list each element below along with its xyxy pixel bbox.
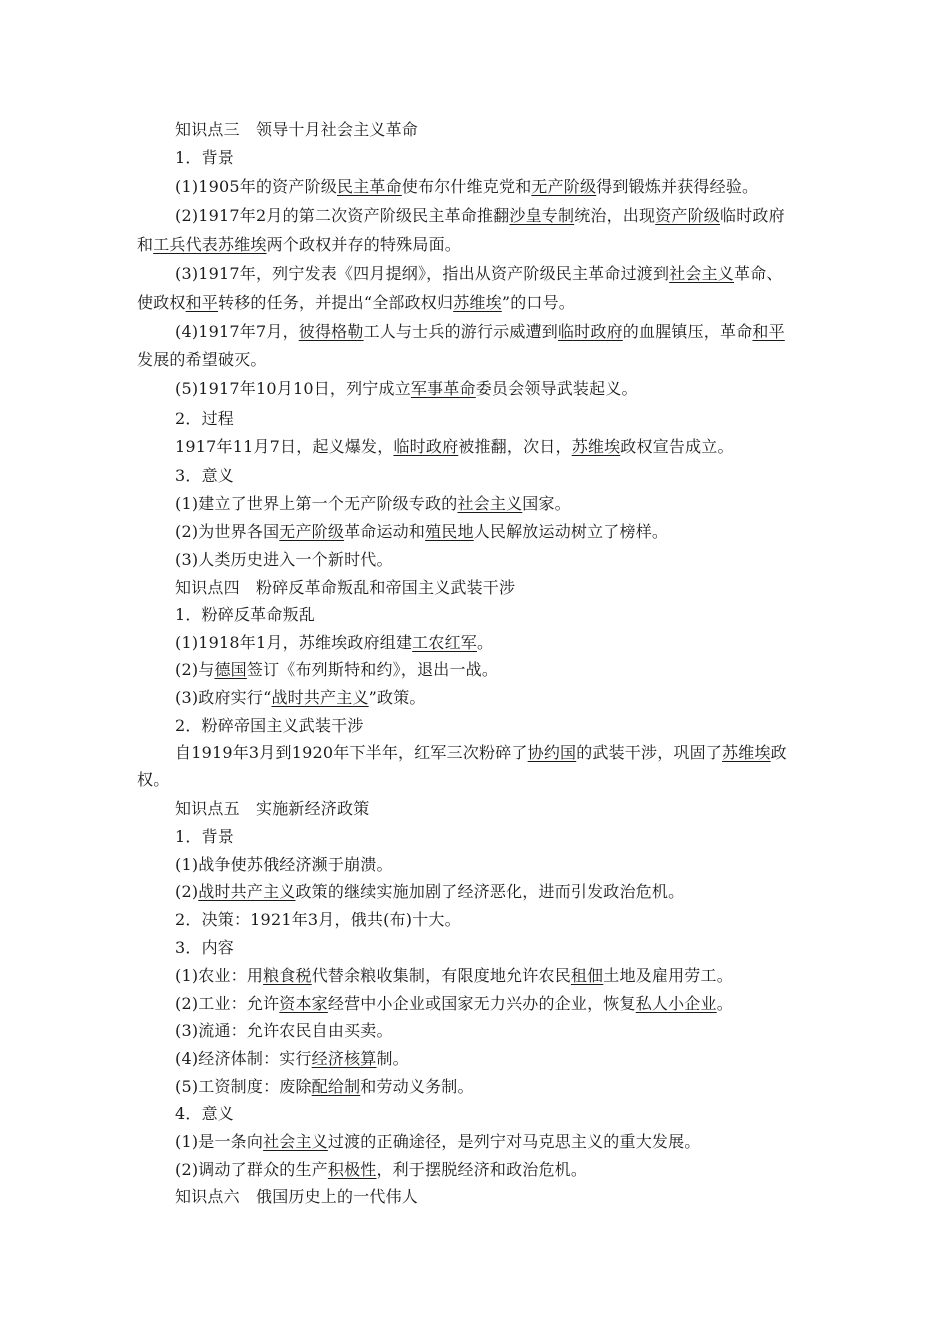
text-segment: 3．内容 [175,938,234,957]
underlined-term: 战时共产主义 [271,688,369,707]
text-segment: 1．粉碎反革命叛乱 [175,605,315,624]
text-line [175,466,234,486]
underlined-term: 协约国 [527,743,577,762]
text-segment: 过渡的正确途径，是列宁对马克思主义的重大发展。 [327,1132,701,1151]
text-line [175,550,393,570]
text-line [175,633,493,653]
text-segment: 1．背景 [175,827,234,846]
text-line [175,743,787,763]
text-line [175,1077,474,1097]
text-line [175,120,418,140]
text-segment: ”的口号。 [501,293,575,312]
text-segment: 和 [137,235,154,254]
text-line [175,966,733,986]
text-segment: 制。 [376,1049,409,1068]
text-line [175,206,785,226]
text-segment: (1)建立了世界上第一个无产阶级专政的 [175,494,458,513]
text-segment: 权。 [137,770,170,789]
text-segment: 土地及雇用劳工。 [603,966,733,985]
text-segment: 1917年11月7日，起义爆发， [175,437,394,456]
text-segment: 被推翻，次日， [458,437,572,456]
text-line [175,522,668,542]
underlined-term: 配给制 [311,1077,361,1096]
underlined-term: 和平 [752,322,785,341]
underlined-term: 德国 [214,660,247,679]
underlined-term: 军事革命 [410,379,476,398]
underlined-term: 战时共产主义 [198,882,296,901]
text-segment: (4)1917年7月， [175,322,299,341]
text-segment: 发展的希望破灭。 [137,350,267,369]
text-line [175,799,369,819]
text-segment: ，利于摆脱经济和政治危机。 [376,1160,588,1179]
text-segment: 知识点三 领导十月社会主义革命 [175,120,419,139]
text-segment: (2) [175,882,199,901]
text-segment: 临时政府 [720,206,785,225]
text-segment: 1．背景 [175,148,234,167]
underlined-term: 粮食税 [263,966,312,985]
text-segment: 使政权 [137,293,186,312]
text-segment: (1)1918年1月，苏维埃政府组建 [175,633,413,652]
text-segment: 经营中小企业或国家无力兴办的企业，恢复 [327,994,636,1013]
text-segment: (1)农业：用 [175,966,264,985]
text-line [175,882,684,902]
text-segment: 得到锻炼并获得经验。 [596,177,759,196]
underlined-term: 积极性 [327,1160,377,1179]
text-segment: 和劳动义务制。 [360,1077,474,1096]
text-segment: (5)工资制度：废除 [175,1077,312,1096]
underlined-term: 临时政府 [393,437,459,456]
underlined-term: 沙皇专制 [509,206,575,225]
text-segment: 革命、 [734,264,783,283]
text-segment: 革命运动和 [344,522,426,541]
underlined-term: 无产阶级 [531,177,597,196]
text-segment: (1)战争使苏俄经济濒于崩溃。 [175,855,393,874]
underlined-term: 无产阶级 [279,522,345,541]
text-line [175,1104,234,1124]
text-segment: 2．粉碎帝国主义武装干涉 [175,716,364,735]
text-segment: (2)工业：允许 [175,994,280,1013]
text-line [175,379,638,399]
text-segment: 4．意义 [175,1104,234,1123]
underlined-term: 工农红军 [412,633,477,652]
text-line [175,1160,587,1180]
text-segment: 工人与士兵的游行示威遭到 [363,322,558,341]
text-line [175,605,315,625]
text-line [175,938,234,958]
text-line [175,264,783,284]
text-segment: 使布尔什维克党和 [401,177,532,196]
text-line [137,235,461,255]
text-line [137,350,267,370]
underlined-term: 资本家 [279,994,328,1013]
text-segment: ”政策。 [368,688,426,707]
text-segment: 政 [770,743,787,762]
text-line [175,494,571,514]
text-segment: 。 [716,994,733,1013]
text-segment: 的血腥镇压，革命 [622,322,753,341]
text-segment: 两个政权并存的特殊局面。 [266,235,462,254]
text-line [137,770,169,790]
underlined-term: 彼得格勒 [298,322,364,341]
text-segment: (2)调动了群众的生产 [175,1160,328,1179]
underlined-term: 社会主义 [669,264,734,283]
underlined-term: 苏维埃 [453,293,502,312]
text-line [175,437,734,457]
text-segment: (2)1917年2月的第二次资产阶级民主革命推翻 [175,206,510,225]
underlined-term: 经济核算 [311,1049,377,1068]
text-segment: 统治，出现 [574,206,656,225]
text-segment: (3)流通：允许农民自由买卖。 [175,1021,393,1040]
text-line [175,1132,701,1152]
underlined-term: 和平 [185,293,219,312]
text-segment: 委员会领导武装起义。 [475,379,638,398]
text-segment: 。 [476,633,494,652]
text-segment: 转移的任务，并提出“全部政权归 [218,293,454,312]
text-line [175,855,393,875]
text-segment: 知识点六 俄国历史上的一代伟人 [175,1187,419,1206]
text-segment: (5)1917年10月10日，列宁成立 [175,379,411,398]
text-line [175,688,426,708]
underlined-term: 工兵代表苏维埃 [153,235,267,254]
underlined-term: 临时政府 [557,322,623,341]
underlined-term: 资产阶级 [655,206,721,225]
text-segment: 人民解放运动树立了榜样。 [473,522,669,541]
text-line [175,1187,418,1207]
underlined-term: 殖民地 [425,522,474,541]
text-segment: (2)为世界各国 [175,522,280,541]
text-line [175,322,785,342]
underlined-term: 私人小企业 [635,994,717,1013]
text-segment: 3．意义 [175,466,234,485]
text-line [175,148,234,168]
text-line [175,716,364,736]
text-line [175,910,461,930]
underlined-term: 社会主义 [263,1132,328,1151]
text-segment: 签订《布列斯特和约》，退出一战。 [246,660,499,679]
text-segment: 知识点五 实施新经济政策 [175,799,370,818]
text-segment: 2．决策：1921年3月，俄共(布)十大。 [175,910,461,929]
underlined-term: 苏维埃 [722,743,771,762]
text-segment: 自1919年3月到1920年下半年，红军三次粉碎了 [175,743,528,762]
underlined-term: 社会主义 [457,494,523,513]
text-segment: 政权宣告成立。 [620,437,734,456]
text-segment: (1)是一条向 [175,1132,264,1151]
text-segment: 2．过程 [175,409,234,428]
text-segment: (1)1905年的资产阶级 [175,177,337,196]
underlined-term: 租佃 [570,966,604,985]
text-line [175,994,733,1014]
text-line [175,177,758,197]
text-segment: 政策的继续实施加剧了经济恶化，进而引发政治危机。 [295,882,685,901]
text-line [175,1049,409,1069]
text-line [175,660,498,680]
text-line [175,827,234,847]
text-segment: (3)1917年，列宁发表《四月提纲》，指出从资产阶级民主革命过渡到 [175,264,670,283]
text-segment: 国家。 [522,494,571,513]
text-segment: (3)政府实行“ [175,688,272,707]
text-segment: (3)人类历史进入一个新时代。 [175,550,393,569]
text-segment: 的武装干涉，巩固了 [576,743,723,762]
text-segment: 知识点四 粉碎反革命叛乱和帝国主义武装干涉 [175,578,516,597]
text-line [175,409,234,429]
text-line [175,578,515,598]
text-segment: (2)与 [175,660,215,679]
underlined-term: 苏维埃 [571,437,621,456]
text-segment: (4)经济体制：实行 [175,1049,312,1068]
text-segment: 代替余粮收集制，有限度地允许农民 [311,966,571,985]
underlined-term: 民主革命 [336,177,402,196]
text-line [175,1021,393,1041]
text-line [137,293,575,313]
